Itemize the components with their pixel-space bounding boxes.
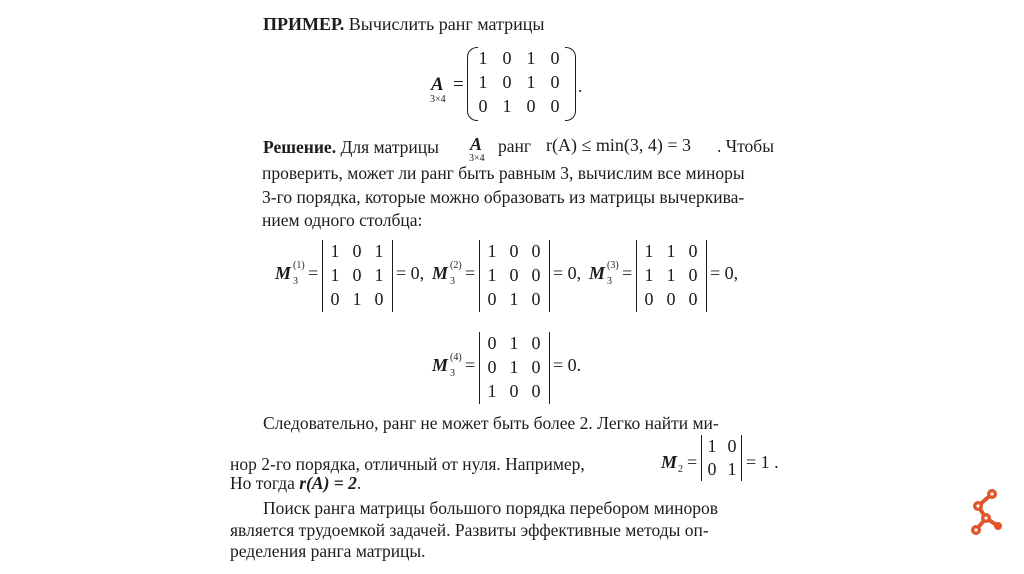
matrix-a-size: 3×4 [430, 94, 446, 105]
minor-name: M [432, 263, 449, 283]
determinant-cell: 1 [644, 265, 654, 285]
paragraph-line: нием одного столбца: [262, 210, 423, 230]
minor-equals: = [308, 263, 319, 283]
determinant-cell: 0 [509, 265, 519, 285]
minor-order-subscript: 2 [678, 464, 683, 475]
determinant-bar-left [322, 240, 323, 312]
example-label: ПРИМЕР. [263, 14, 345, 34]
determinant-cell: 0 [688, 289, 698, 309]
rank-result: r(A) = 2 [299, 473, 357, 493]
molecule-logo-icon [964, 486, 1004, 542]
paragraph-line: Поиск ранга матрицы большого порядка перебором миноров [263, 498, 719, 518]
solution-line [263, 136, 439, 158]
determinant-cell: 1 [644, 241, 654, 261]
determinant-cell: 0 [531, 241, 541, 261]
determinant-cell: 1 [374, 241, 384, 261]
determinant-cell: 1 [509, 289, 519, 309]
paragraph-line: проверить, может ли ранг быть равным 3, вычислим все миноры [262, 163, 745, 183]
matrix-cell: 0 [550, 72, 560, 92]
solution-matrix-size: 3×4 [469, 153, 485, 164]
determinant-cell: 1 [330, 265, 340, 285]
determinant-cell: 1 [374, 265, 384, 285]
determinant-cell: 0 [531, 333, 541, 353]
solution-label: Решение. [263, 137, 337, 157]
minor-order-subscript: 3 [293, 276, 298, 287]
right-paren [565, 47, 576, 121]
matrix-cell: 1 [478, 48, 488, 68]
then-text: Но тогда [230, 473, 295, 493]
determinant-cell: 1 [330, 241, 340, 261]
solution-text-2: ранг [498, 136, 532, 156]
minor-name: M [432, 355, 449, 375]
solution-text-1: Для матрицы [336, 137, 439, 157]
example-task: Вычислить ранг матрицы [344, 14, 545, 34]
determinant-cell: 0 [487, 357, 497, 377]
determinant-cell: 0 [531, 381, 541, 401]
matrix-cell: 1 [478, 72, 488, 92]
determinant-cell: 0 [487, 289, 497, 309]
determinant-cell: 0 [352, 265, 362, 285]
minor-equals: = [687, 452, 698, 472]
matrix-cell: 1 [526, 48, 536, 68]
matrix-cell: 0 [526, 96, 536, 116]
minor-name: M [275, 263, 292, 283]
paragraph-line: ределения ранга матрицы. [230, 541, 426, 561]
minor-result: = 0, [396, 263, 425, 283]
paragraph-line: 3-го порядка, которые можно образовать из матрицы вычеркива- [262, 187, 745, 207]
determinant-cell: 0 [509, 381, 519, 401]
solution-matrix-symbol: A [470, 134, 483, 154]
minor-order-superscript: (2) [450, 260, 462, 271]
example-title [263, 13, 544, 35]
matrix-cell: 1 [502, 96, 512, 116]
determinant-cell: 0 [330, 289, 340, 309]
matrix-cell: 0 [550, 96, 560, 116]
matrix-a-symbol: A [431, 74, 444, 95]
determinant-cell: 1 [509, 357, 519, 377]
determinant-cell: 0 [688, 265, 698, 285]
matrix-cell: 0 [478, 96, 488, 116]
matrix-cell: 1 [526, 72, 536, 92]
determinant-cell: 0 [688, 241, 698, 261]
determinant-bar-right [549, 332, 550, 404]
determinant-cell: 0 [707, 459, 717, 479]
determinant-cell: 1 [707, 436, 717, 456]
determinant-cell: 0 [531, 289, 541, 309]
determinant-cell: 0 [487, 333, 497, 353]
matrix-a-period: . [578, 76, 583, 96]
minor-equals: = [465, 263, 476, 283]
minor-order-subscript: 3 [450, 276, 455, 287]
matrix-cell: 0 [502, 48, 512, 68]
determinant-cell: 0 [666, 289, 676, 309]
minor-result: = 0. [553, 355, 582, 375]
minor-order-superscript: (1) [293, 260, 305, 271]
minor-result: = 1 . [746, 452, 779, 472]
paragraph-line: Следовательно, ранг не может быть более 2. Легко найти ми- [263, 413, 719, 433]
determinant-cell: 0 [374, 289, 384, 309]
minor-order-subscript: 3 [450, 368, 455, 379]
rank-result-period: . [356, 473, 362, 493]
matrix-a-equals: = [453, 74, 464, 95]
determinant-cell: 1 [666, 241, 676, 261]
determinant-bar-left [636, 240, 637, 312]
minor-equals: = [622, 263, 633, 283]
determinant-cell: 1 [509, 333, 519, 353]
determinant-bar-left [479, 240, 480, 312]
minor-result: = 0, [553, 263, 582, 283]
determinant-cell: 1 [487, 265, 497, 285]
paragraph-line: является трудоемкой задачей. Развиты эффективные методы оп- [230, 520, 709, 540]
determinant-cell: 1 [352, 289, 362, 309]
determinant-cell: 1 [487, 381, 497, 401]
determinant-bar-left [479, 332, 480, 404]
minor-order-superscript: (4) [450, 352, 462, 363]
paragraph-line [230, 472, 361, 494]
determinant-bar-left [701, 435, 702, 481]
determinant-cell: 0 [644, 289, 654, 309]
determinant-cell: 0 [509, 241, 519, 261]
determinant-cell: 1 [487, 241, 497, 261]
minor-order-subscript: 3 [607, 276, 612, 287]
determinant-bar-right [706, 240, 707, 312]
paragraph-line: нор 2-го порядка, отличный от нуля. Например, [230, 454, 585, 474]
determinant-cell: 0 [727, 436, 737, 456]
determinant-bar-right [392, 240, 393, 312]
minor-equals: = [465, 355, 476, 375]
minor-order-superscript: (3) [607, 260, 619, 271]
determinant-cell: 0 [531, 357, 541, 377]
determinant-cell: 1 [727, 459, 737, 479]
determinant-cell: 0 [531, 265, 541, 285]
rank-inequality: r(A) ≤ min(3, 4) = 3 [546, 135, 692, 155]
matrix-cell: 0 [502, 72, 512, 92]
determinant-bar-right [741, 435, 742, 481]
determinant-bar-right [549, 240, 550, 312]
determinant-cell: 0 [352, 241, 362, 261]
minor-result: = 0, [710, 263, 739, 283]
solution-text-3: . Чтобы [717, 136, 774, 156]
matrix-cell: 0 [550, 48, 560, 68]
determinant-cell: 1 [666, 265, 676, 285]
minor-name: M [661, 452, 678, 472]
minor-name: M [589, 263, 606, 283]
